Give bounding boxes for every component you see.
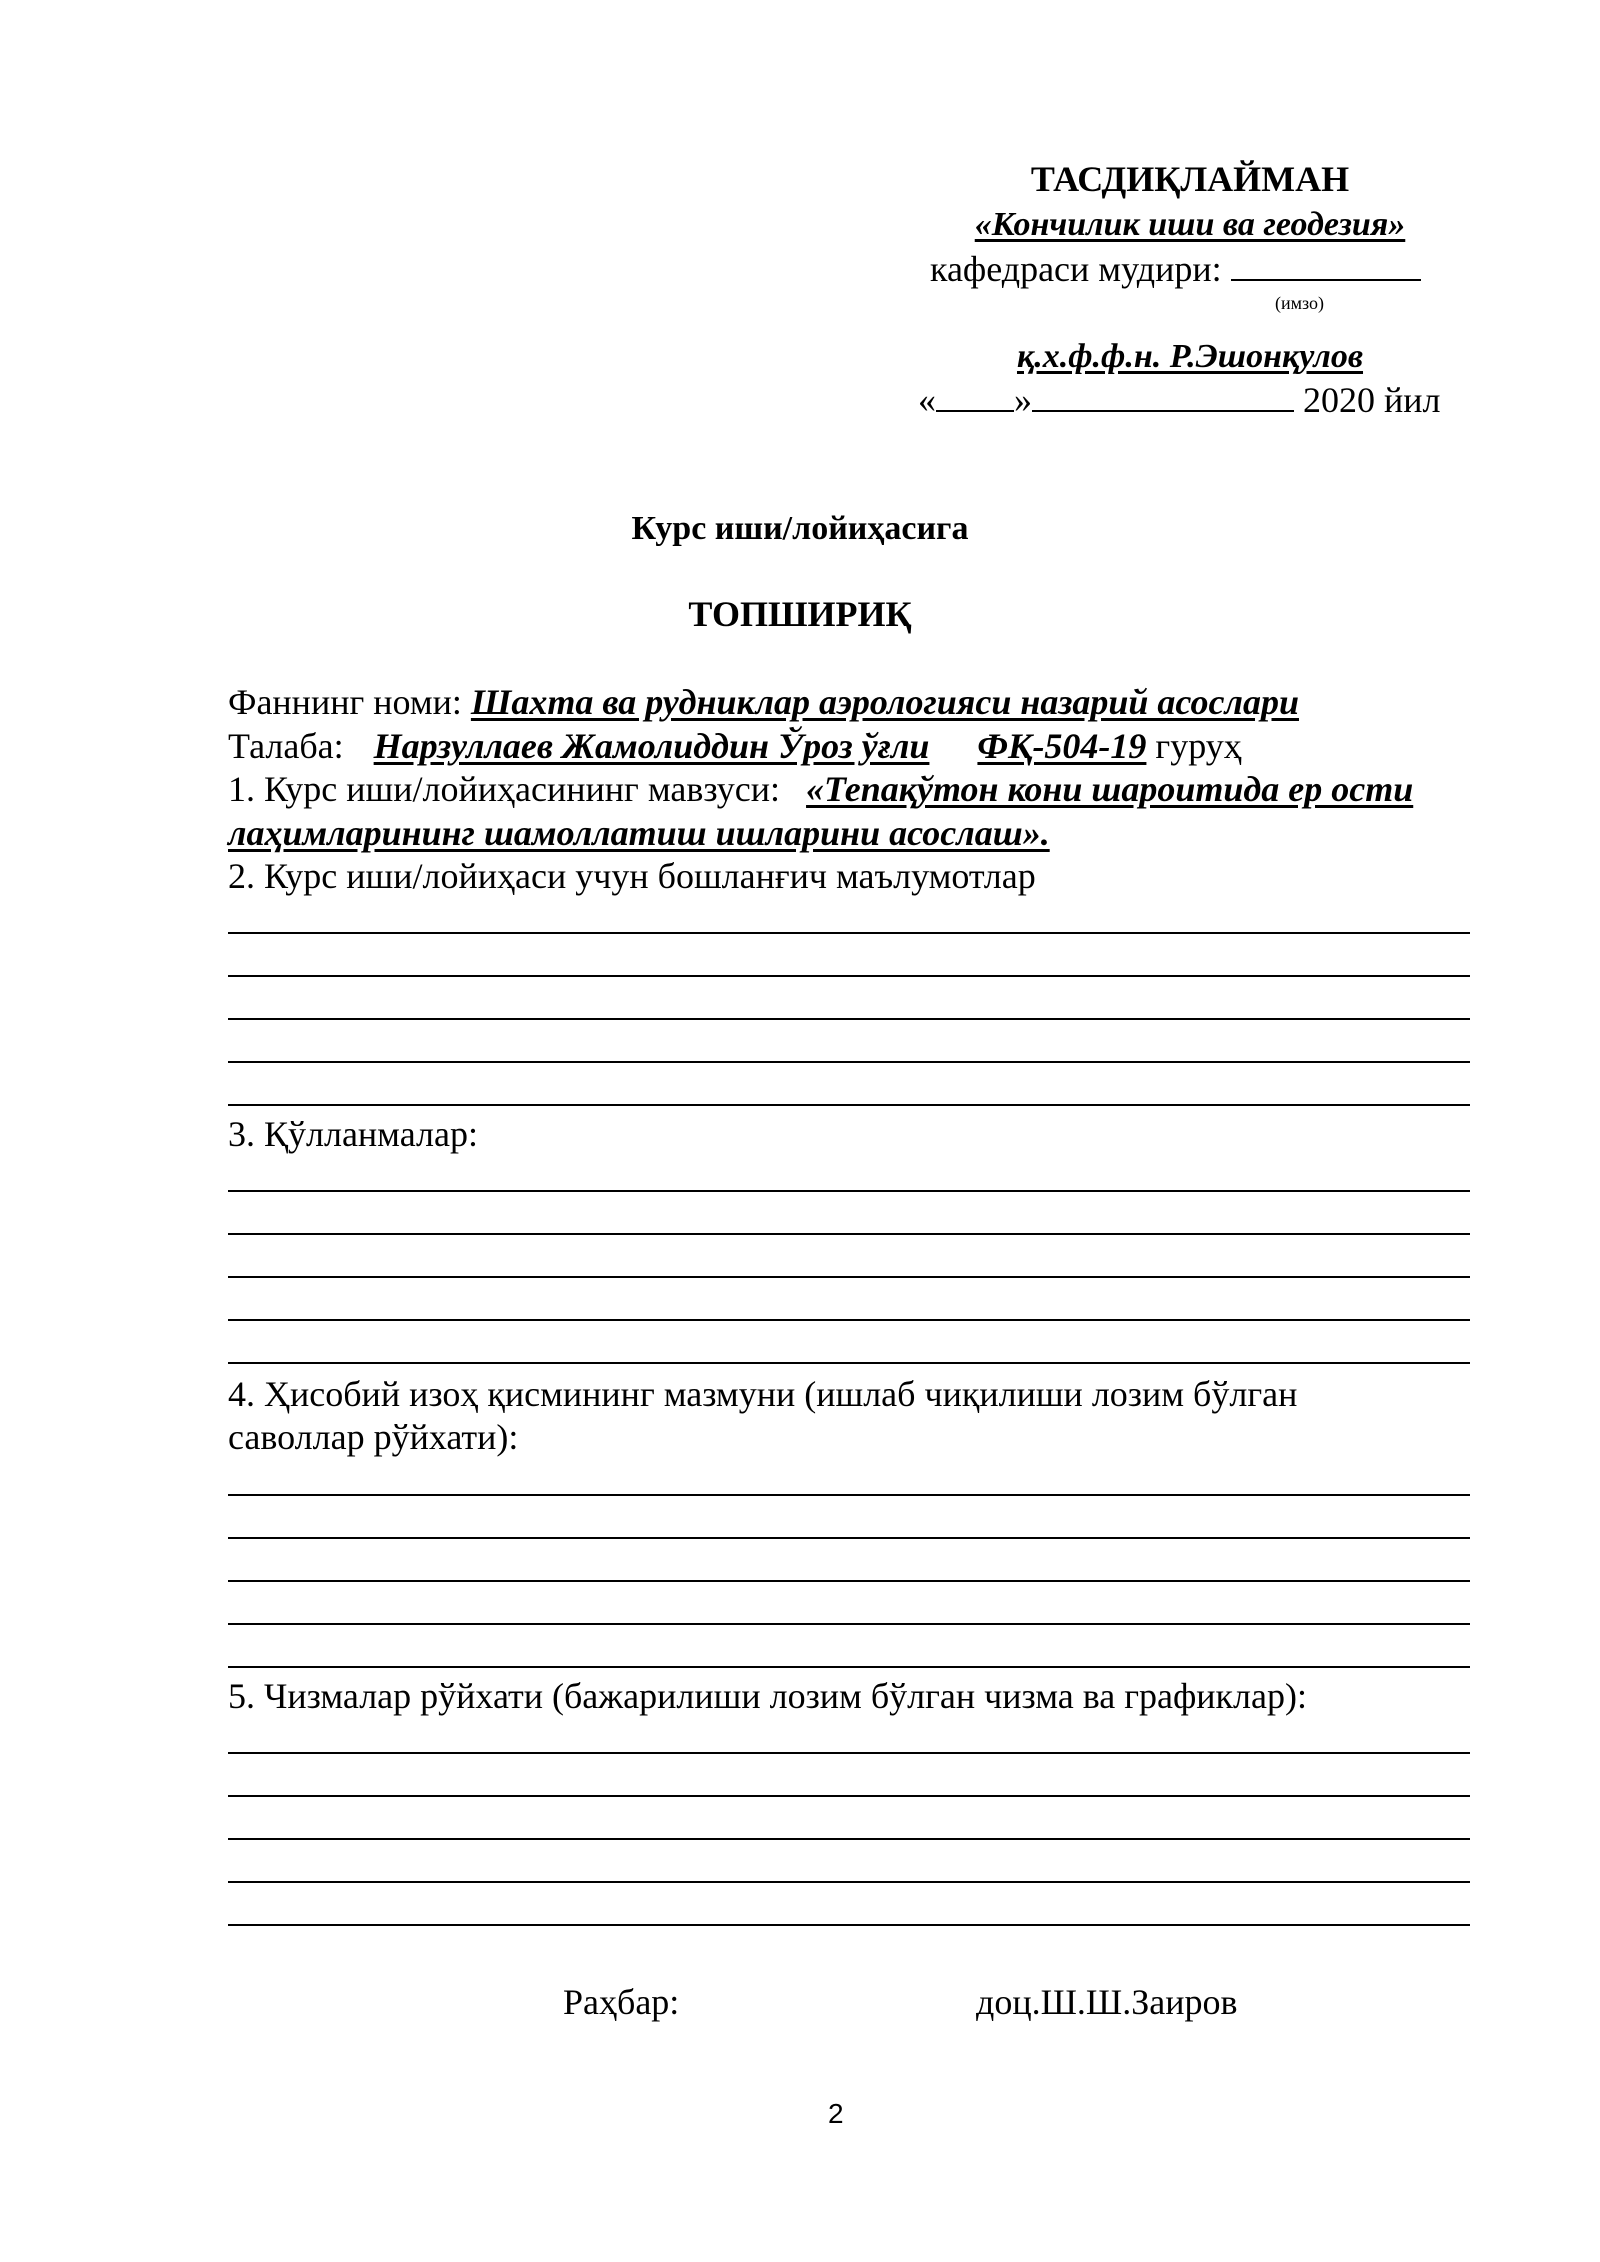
section-4-line-5 — [228, 1666, 1470, 1668]
supervisor-label: Раҳбар: — [563, 1982, 680, 2022]
supervisor-name: доц.Ш.Ш.Заиров — [976, 1982, 1238, 2022]
subject-value: Шахта ва рудниклар аэрологияси назарий асослари — [470, 682, 1299, 722]
section-2-line-1 — [228, 932, 1470, 934]
approval-year: 2020 йил — [1303, 380, 1441, 420]
subject-line — [228, 680, 1299, 724]
signature-blank — [1231, 251, 1421, 281]
section-4-heading-1: 4. Ҳисобий изоҳ қисмининг мазмуни (ишлаб чиқилиши лозим бўлган — [228, 1374, 1298, 1414]
section-2-line-2 — [228, 975, 1470, 977]
month-blank — [1032, 382, 1294, 412]
section-4-line-3 — [228, 1580, 1470, 1582]
section-5-heading: 5. Чизмалар рўйхати (бажарилиши лозим бўлган чизма ва графиклар): — [228, 1676, 1307, 1716]
section-3-line-4 — [228, 1319, 1470, 1321]
document-title: ТОПШИРИҚ — [688, 594, 912, 634]
section-3-heading: 3. Қўлланмалар: — [228, 1114, 478, 1154]
section-4-line-1 — [228, 1494, 1470, 1496]
section-3-line-5 — [228, 1362, 1470, 1364]
date-close-quote: » — [1014, 380, 1032, 420]
topic-label: 1. Курс иши/лойиҳасининг мавзуси: — [228, 769, 781, 809]
page-number: 2 — [828, 2098, 844, 2129]
topic-line — [228, 767, 1413, 811]
section-2-line-5 — [228, 1104, 1470, 1106]
section-5-line-4 — [228, 1881, 1470, 1883]
head-of-department-line — [930, 247, 1421, 291]
approval-date-line — [918, 378, 1441, 422]
student-label: Талаба: — [228, 726, 344, 766]
section-5-line-5 — [228, 1924, 1470, 1926]
approver-name: қ.х.ф.ф.н. Р.Эшонқулов — [1016, 338, 1364, 375]
section-4-heading-2: саволлар рўйхати): — [228, 1417, 519, 1457]
section-2-line-3 — [228, 1018, 1470, 1020]
section-3-line-3 — [228, 1276, 1470, 1278]
section-5-line-3 — [228, 1838, 1470, 1840]
head-label: кафедраси мудири: — [930, 249, 1222, 289]
subject-label: Фаннинг номи: — [228, 682, 462, 722]
student-line — [228, 724, 1242, 768]
section-2-line-4 — [228, 1061, 1470, 1063]
section-4-line-2 — [228, 1537, 1470, 1539]
approval-heading: ТАСДИҚЛАЙМАН — [1030, 159, 1350, 199]
section-3-line-1 — [228, 1190, 1470, 1192]
document-subtitle: Курс иши/лойиҳасига — [631, 510, 969, 547]
department-name: «Кончилик иши ва геодезия» — [974, 206, 1406, 243]
section-5-line-2 — [228, 1795, 1470, 1797]
section-2-heading: 2. Курс иши/лойиҳаси учун бошланғич маълумотлар — [228, 856, 1036, 896]
day-blank — [936, 382, 1014, 412]
signature-caption: (имзо) — [1275, 293, 1325, 313]
section-5-line-1 — [228, 1752, 1470, 1754]
topic-text-2: лаҳимларининг шамоллатиш ишларини асослаш». — [228, 813, 1050, 853]
topic-text-1: «Тепақўтон кони шароитида ер ости — [806, 769, 1414, 809]
section-3-line-2 — [228, 1233, 1470, 1235]
student-name: Нарзуллаев Жамолиддин Ўроз ўғли — [373, 726, 930, 766]
group-label: гуруҳ — [1155, 726, 1242, 766]
date-open-quote: « — [918, 380, 936, 420]
section-4-line-4 — [228, 1623, 1470, 1625]
group-code: ФҚ-504-19 — [977, 726, 1147, 766]
